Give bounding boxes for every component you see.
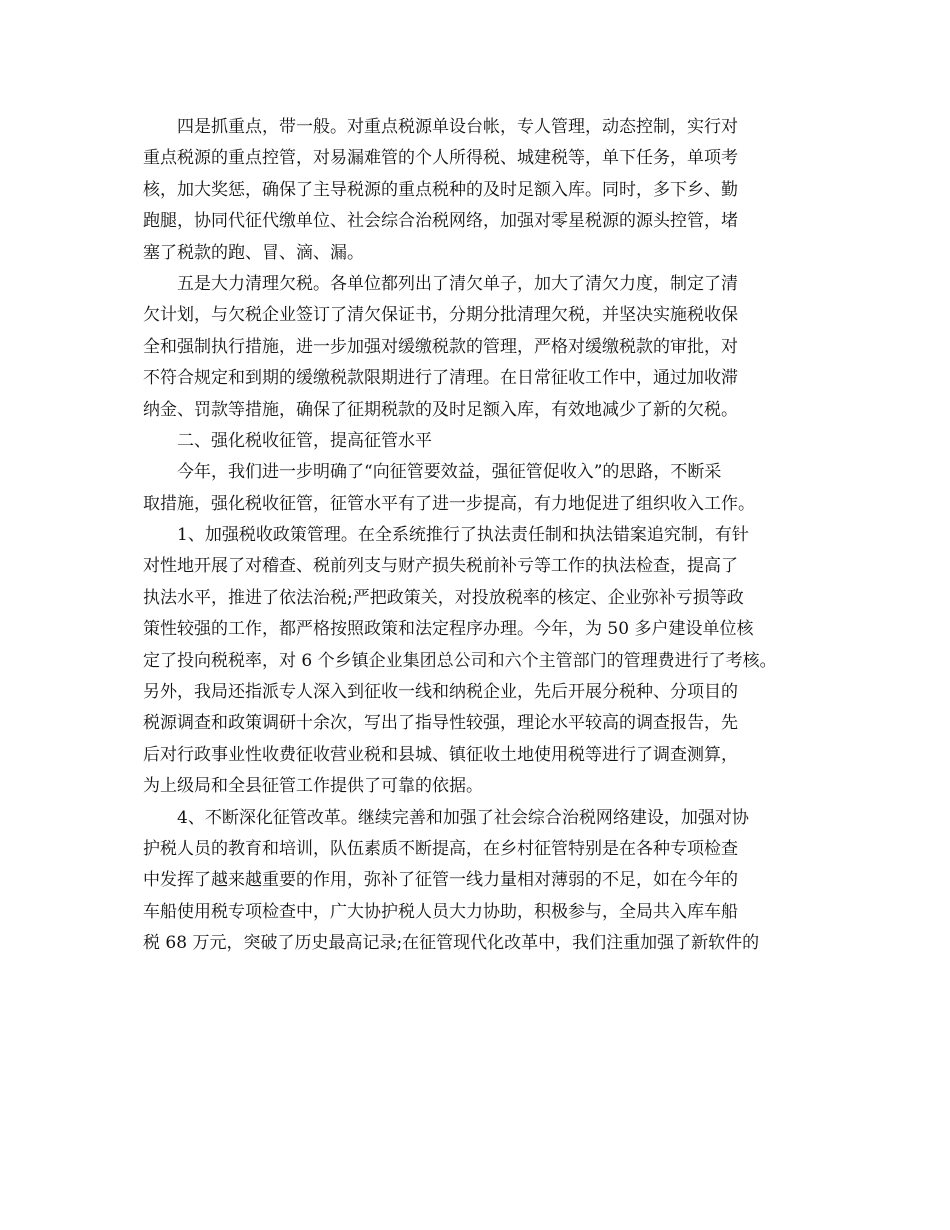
text-line: 策性较强的工作，都严格按照政策和法定程序办理。今年，为 50 多户建设单位核 [143,619,754,640]
text-line: 对性地开展了对稽查、税前列支与财产损失税前补亏等工作的执法检查，提高了 [143,556,738,577]
paragraph-first-line: 今年，我们进一步明确了“向征管要效益，强征管促收入”的思路，不断采 [177,462,722,483]
text-line: 重点税源的重点控管，对易漏难管的个人所得税、城建税等，单下任务，单项考 [143,148,738,169]
text-line: 为上级局和全县征管工作提供了可靠的依据。 [143,776,483,797]
text-line: 税源调查和政策调研十余次，写出了指导性较强，理论水平较高的调查报告，先 [143,713,738,734]
text-line: 另外，我局还指派专人深入到征收一线和纳税企业，先后开展分税种、分项目的 [143,682,738,703]
text-line: 跑腿，协同代征代缴单位、社会综合治税网络，加强对零星税源的源头控管，堵 [143,211,738,232]
paragraph-first-line: 1、加强税收政策管理。在全系统推行了执法责任制和执法错案追究制，有针 [177,525,749,546]
text-line: 塞了税款的跑、冒、滴、漏。 [143,242,364,263]
text-line: 护税人员的教育和培训，队伍素质不断提高，在乡村征管特别是在各种专项检查 [143,838,738,859]
text-line: 取措施，强化税收征管，征管水平有了进一步提高，有力地促进了组织收入工作。 [143,493,755,514]
text-line: 车船使用税专项检查中，广大协护税人员大力协助，积极参与，全局共入库车船 [143,901,738,922]
text-line: 全和强制执行措施，进一步加强对缓缴税款的管理，严格对缓缴税款的审批，对 [143,336,738,357]
text-line: 中发挥了越来越重要的作用，弥补了征管一线力量相对薄弱的不足，如在今年的 [143,870,738,891]
text-line: 欠计划，与欠税企业签订了清欠保证书，分期分批清理欠税，并坚决实施税收保 [143,305,738,326]
paragraph-first-line: 四是抓重点，带一般。对重点税源单设台帐，专人管理，动态控制，实行对 [177,117,738,137]
paragraph-first-line: 二、强化税收征管，提高征管水平 [177,430,432,451]
text-line: 后对行政事业性收费征收营业税和县城、镇征收土地使用税等进行了调查测算， [143,744,738,765]
document-body [143,112,843,960]
paragraph-first-line: 4、不断深化征管改革。继续完善和加强了社会综合治税网络建设，加强对协 [177,807,749,828]
text-line: 执法水平，推进了依法治税;严把政策关，对投放税率的核定、企业弥补亏损等政 [143,587,744,608]
text-line: 定了投向税税率，对 6 个乡镇企业集团总公司和六个主管部门的管理费进行了考核。 [143,650,777,671]
paragraph-first-line: 五是大力清理欠税。各单位都列出了清欠单子，加大了清欠力度，制定了清 [177,273,738,294]
text-line: 不符合规定和到期的缓缴税款限期进行了清理。在日常征收工作中，通过加收滞 [143,368,738,389]
text-line: 核，加大奖惩，确保了主导税源的重点税种的及时足额入库。同时，多下乡、勤 [143,179,738,200]
text-line: 纳金、罚款等措施，确保了征期税款的及时足额入库，有效地减少了新的欠税。 [143,399,738,420]
text-line: 税 68 万元，突破了历史最高记录;在征管现代化改革中，我们注重加强了新软件的 [143,933,760,954]
